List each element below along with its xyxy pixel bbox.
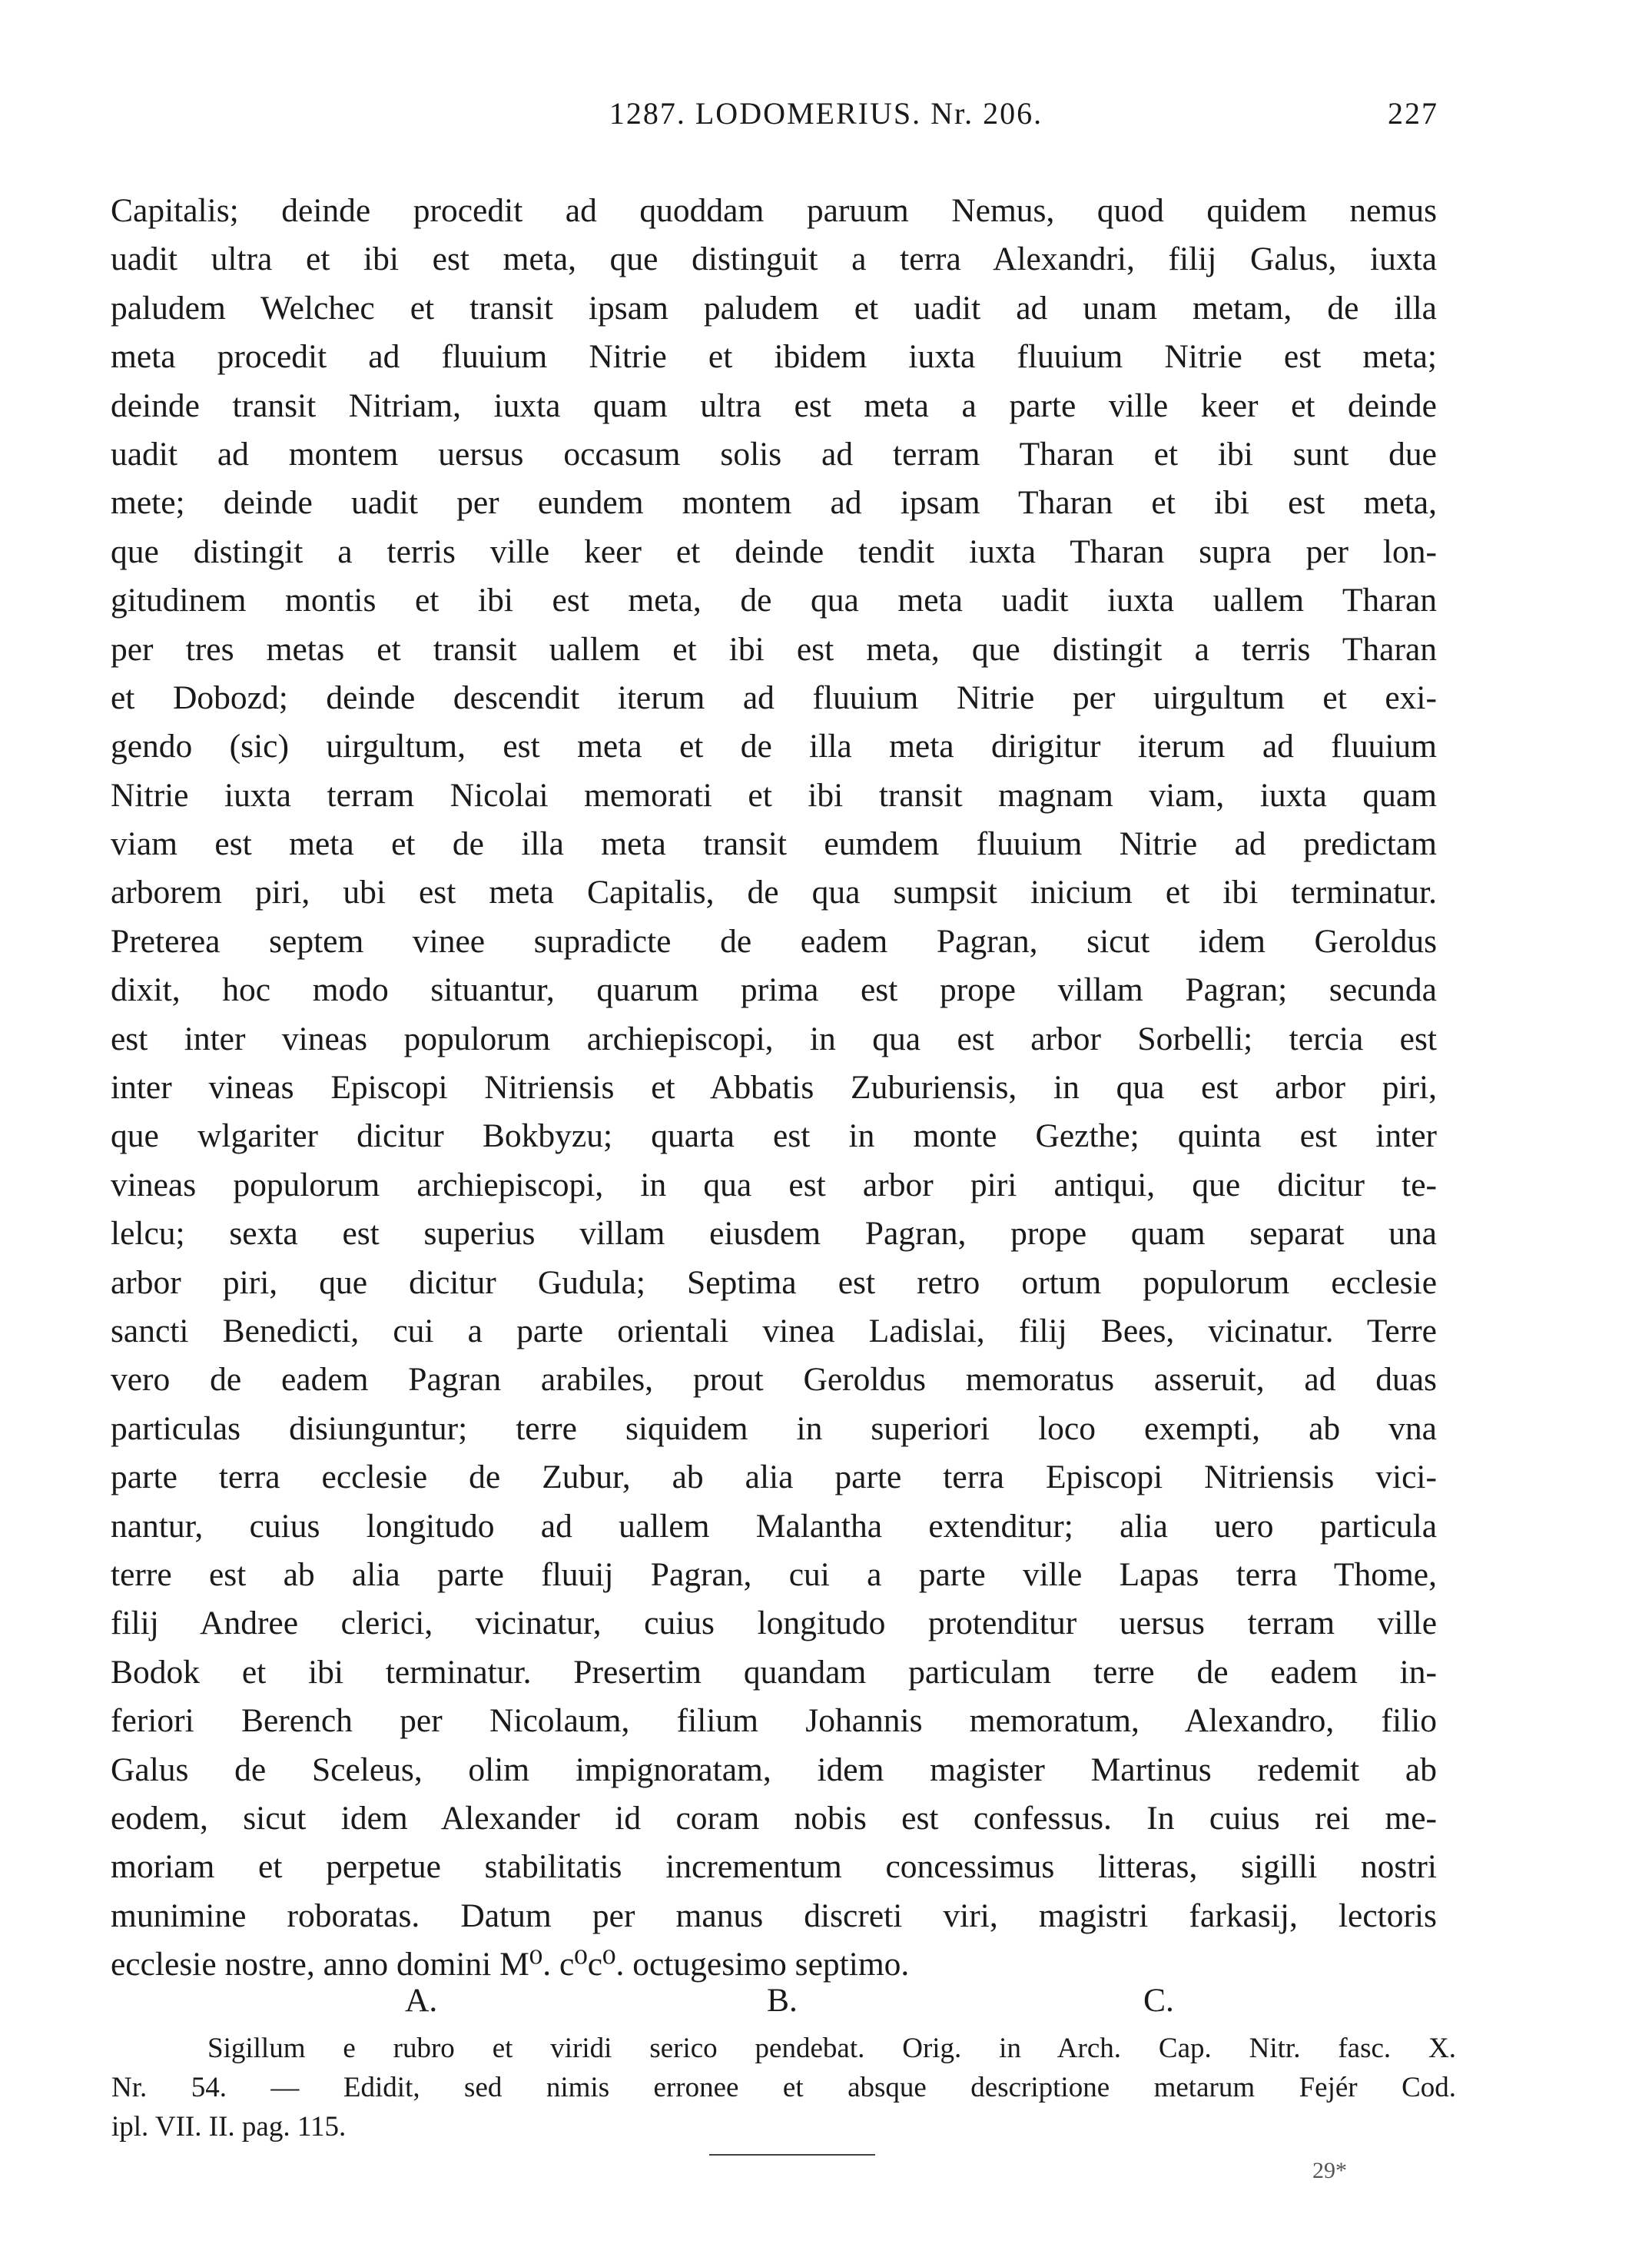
text-line: Galus de Sceleus, olim impignoratam, idem magister Martinus redemit ab — [111, 1751, 1437, 1788]
section-rule — [709, 2154, 875, 2156]
text-line: gitudinem montis et ibi est meta, de qua meta uadit iuxta uallem Tharan — [111, 582, 1437, 619]
signatory-b: B. — [767, 1982, 798, 2019]
text-line: viam est meta et de illa meta transit eumdem fluuium Nitrie ad predictam — [111, 825, 1437, 863]
text-line: uadit ultra et ibi est meta, que distinguit a terra Alexandri, filij Galus, iuxta — [111, 241, 1437, 278]
charter-text — [111, 187, 1437, 1989]
text-line: arbor piri, que dicitur Gudula; Septima est retro ortum populorum ecclesie — [111, 1263, 1437, 1301]
archival-note — [111, 2029, 1456, 2146]
text-line: per tres metas et transit uallem et ibi est meta, que distingit a terris Tharan — [111, 630, 1437, 668]
text-line: dixit, hoc modo situantur, quarum prima est prope villam Pagran; secunda — [111, 971, 1437, 1009]
note-line: ipl. VII. II. pag. 115. — [111, 2111, 347, 2143]
note-line: Sigillum e rubro et viridi serico pendebat. Orig. in Arch. Cap. Nitr. fasc. X. — [207, 2033, 1456, 2064]
text-line: particulas disiunguntur; terre siquidem in superiori loco exempti, ab vna — [111, 1409, 1437, 1447]
text-line: sancti Benedicti, cui a parte orientali vinea Ladislai, filij Bees, vicinatur. Terre — [111, 1312, 1437, 1349]
text-line: eodem, sicut idem Alexander id coram nobis est confessus. In cuius rei me- — [111, 1799, 1437, 1837]
text-line: gendo (sic) uirgultum, est meta et de illa meta dirigitur iterum ad fluuium — [111, 728, 1437, 765]
text-line: moriam et perpetue stabilitatis incrementum concessimus litteras, sigilli nostri — [111, 1848, 1437, 1886]
running-head — [0, 95, 1652, 141]
signatory-c: C. — [1143, 1982, 1174, 2019]
text-line: terre est ab alia parte fluuij Pagran, cui a parte ville Lapas terra Thome, — [111, 1555, 1437, 1593]
text-line: que distingit a terris ville keer et deinde tendit iuxta Tharan supra per lon- — [111, 533, 1437, 570]
text-line: filij Andree clerici, vicinatur, cuius longitudo protenditur uersus terram ville — [111, 1605, 1437, 1642]
text-line: Bodok et ibi terminatur. Presertim quandam particulam terre de eadem in- — [111, 1653, 1437, 1691]
text-line: mete; deinde uadit per eundem montem ad ipsam Tharan et ibi est meta, — [111, 484, 1437, 522]
text-line: Nitrie iuxta terram Nicolai memorati et ibi transit magnam viam, iuxta quam — [111, 776, 1437, 814]
text-line: munimine roboratas. Datum per manus discreti viri, magistri farkasij, lectoris — [111, 1897, 1437, 1934]
text-line: ecclesie nostre, anno domini M⁰. c⁰c⁰. octugesimo septimo. — [111, 1946, 910, 1983]
text-line: nantur, cuius longitudo ad uallem Malantha extenditur; alia uero particula — [111, 1507, 1437, 1545]
text-line: lelcu; sexta est superius villam eiusdem Pagran, prope quam separat una — [111, 1215, 1437, 1253]
signatory-a: A. — [405, 1982, 438, 2019]
note-line: Nr. 54. — Edidit, sed nimis erronee et absque descriptione metarum Fejér Cod. — [111, 2072, 1456, 2103]
running-head-title: 1287. LODOMERIUS. Nr. 206. — [609, 96, 1043, 131]
signature-mark: 29* — [1312, 2158, 1347, 2183]
text-line: feriori Berench per Nicolaum, filium Johannis memoratum, Alexandro, filio — [111, 1702, 1437, 1740]
text-line: et Dobozd; deinde descendit iterum ad fluuium Nitrie per uirgultum et exi- — [111, 679, 1437, 716]
text-line: parte terra ecclesie de Zubur, ab alia parte terra Episcopi Nitriensis vici- — [111, 1459, 1437, 1496]
text-line: inter vineas Episcopi Nitriensis et Abbatis Zuburiensis, in qua est arbor piri, — [111, 1069, 1437, 1107]
text-line: Preterea septem vinee supradicte de eadem Pagran, sicut idem Geroldus — [111, 922, 1437, 960]
text-line: vero de eadem Pagran arabiles, prout Geroldus memoratus asseruit, ad duas — [111, 1361, 1437, 1399]
text-line: arborem piri, ubi est meta Capitalis, de qua sumpsit inicium et ibi terminatur. — [111, 874, 1437, 911]
text-line: que wlgariter dicitur Bokbyzu; quarta est in monte Gezthe; quinta est inter — [111, 1117, 1437, 1155]
text-line: paludem Welchec et transit ipsam paludem et uadit ad unam metam, de illa — [111, 289, 1437, 327]
text-line: vineas populorum archiepiscopi, in qua est arbor piri antiqui, que dicitur te- — [111, 1166, 1437, 1203]
page-number: 227 — [1388, 96, 1438, 131]
text-line: meta procedit ad fluuium Nitrie et ibidem iuxta fluuium Nitrie est meta; — [111, 338, 1437, 376]
text-line: deinde transit Nitriam, iuxta quam ultra est meta a parte ville keer et deinde — [111, 387, 1437, 424]
text-line: Capitalis; deinde procedit ad quoddam paruum Nemus, quod quidem nemus — [111, 192, 1437, 229]
signatories — [0, 1981, 1652, 2027]
text-line: est inter vineas populorum archiepiscopi, in qua est arbor Sorbelli; tercia est — [111, 1020, 1437, 1057]
text-line: uadit ad montem uersus occasum solis ad terram Tharan et ibi sunt due — [111, 435, 1437, 473]
